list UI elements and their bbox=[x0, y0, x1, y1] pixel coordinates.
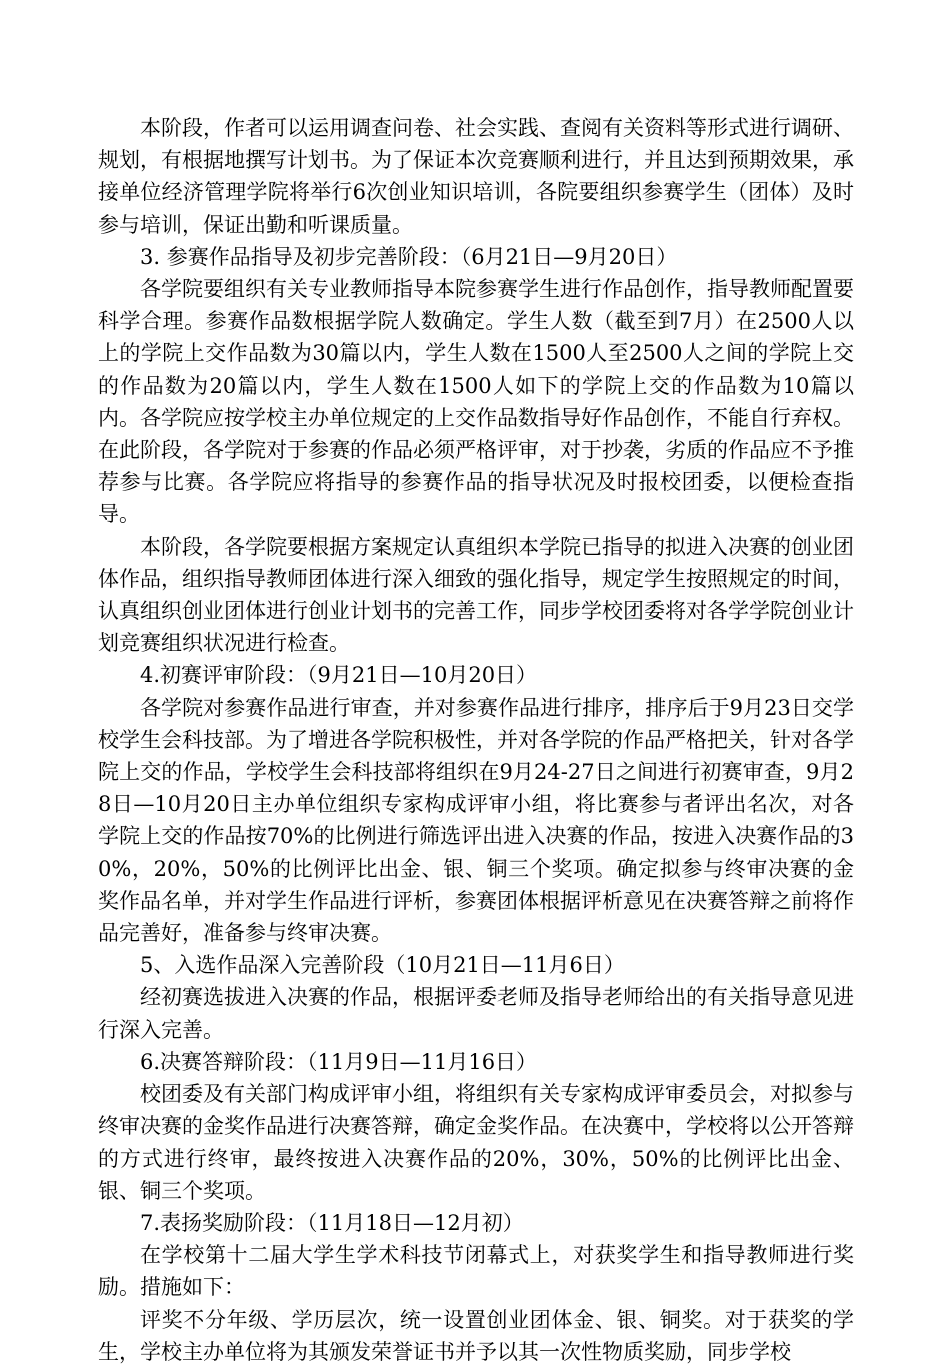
section-heading: 6.决赛答辩阶段：（11月9日—11月16日） bbox=[140, 1049, 538, 1074]
paragraph: 校团委及有关部门构成评审小组，将组织有关专家构成评审委员会，对拟参与终审决赛的金奖作品进行决赛答辩，确定金奖作品。在决赛中，学校将以公开答辩的方式进行终审，最终按进入决赛作品的20%，30%，50%的比例评比出金、银、铜三个奖项。 bbox=[98, 1082, 854, 1203]
paragraph: 本阶段，各学院要根据方案规定认真组织本学院已指导的拟进入决赛的创业团体作品，组织指导教师团体进行深入细致的强化指导，规定学生按照规定的时间，认真组织创业团体进行创业计划书的完善工作，同步学校团委将对各学学院创业计划竞赛组织状况进行检查。 bbox=[98, 534, 854, 656]
paragraph: 在学校第十二届大学生学术科技节闭幕式上，对获奖学生和指导教师进行奖励。措施如下： bbox=[98, 1243, 854, 1300]
section-heading: 4.初赛评审阶段：（9月21日—10月20日） bbox=[140, 663, 538, 688]
paragraph: 评奖不分年级、学历层次，统一设置创业团体金、银、铜奖。对于获奖的学生，学校主办单位将为其颁发荣誉证书并予以其一次性物质奖励，同步学校 bbox=[98, 1307, 854, 1364]
section-heading: 3. 参赛作品指导及初步完善阶段：（6月21日—9月20日） bbox=[140, 244, 678, 269]
paragraph: 本阶段，作者可以运用调查问卷、社会实践、查阅有关资料等形式进行调研、规划，有根据地撰写计划书。为了保证本次竞赛顺利进行，并且达到预期效果，承接单位经济管理学院将举行6次创业知识培训，各院要组织参赛学生（团体）及时参与培训，保证出勤和听课质量。 bbox=[98, 116, 854, 237]
section-heading: 7.表扬奖励阶段：（11月18日—12月初） bbox=[140, 1210, 524, 1235]
paragraph: 各学院对参赛作品进行审查，并对参赛作品进行排序，排序后于9月23日交学校学生会科技部。为了增进各学院积极性，并对各学院的作品严格把关，针对各学院上交的作品，学校学生会科技部将组织在9月24-27日之间进行初赛审查，9月28日—10月20日主办单位组织专家构成评审小组，将比赛参与者评出名次，对各学院上交的作品按70%的比例进行筛选评出进入决赛的作品，按进入决赛作品的30%，20%，50%的比例评比出金、银、铜三个奖项。确定拟参与终审决赛的金奖作品名单，并对学生作品进行评析，参赛团体根据评析意见在决赛答辩之前将作品完善好，准备参与终审决赛。 bbox=[98, 695, 854, 946]
paragraph: 各学院要组织有关专业教师指导本院参赛学生进行作品创作，指导教师配置要科学合理。参赛作品数根据学院人数确定。学生人数（截至到7月）在2500人以上的学院上交作品数为30篇以内，学生人数在1500人至2500人之间的学院上交的作品数为20篇以内，学生人数在1500人如下的学院上交的作品数为10篇以内。各学院应按学校主办单位规定的上交作品数指导好作品创作，不能自行弃权。在此阶段，各学院对于参赛的作品必须严格评审，对于抄袭，劣质的作品应不予推荐参与比赛。各学院应将指导的参赛作品的指导状况及时报校团委，以便检查指导。 bbox=[98, 277, 854, 527]
section-heading: 5、入选作品深入完善阶段（10月21日—11月6日） bbox=[140, 953, 625, 978]
paragraph: 经初赛选拔进入决赛的作品，根据评委老师及指导老师给出的有关指导意见进行深入完善。 bbox=[98, 985, 854, 1042]
